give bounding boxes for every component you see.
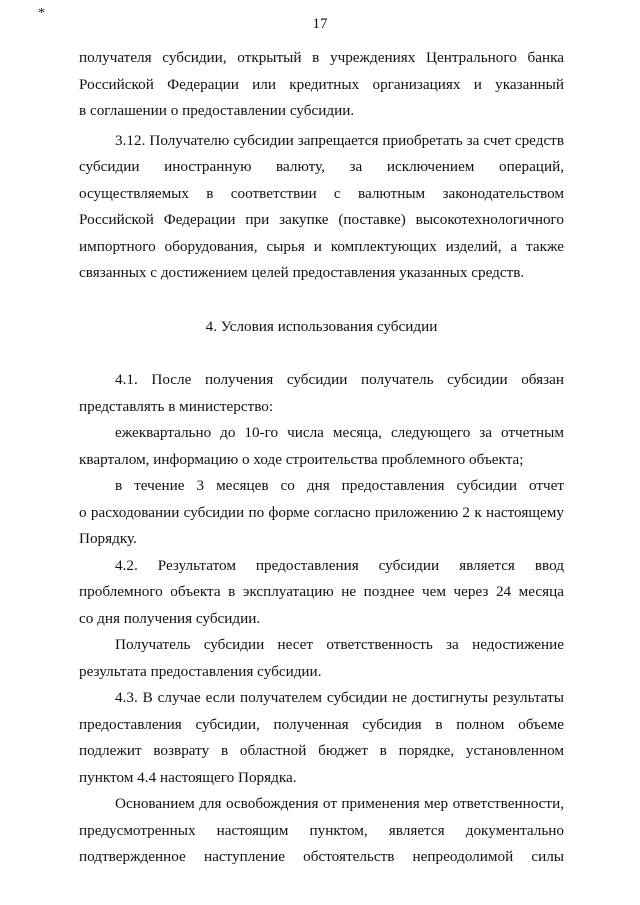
text-line: Российской Федерации или кредитных организациях и указанный (79, 75, 564, 93)
text-line: предусмотренных настоящим пунктом, является документально (79, 821, 564, 839)
paragraph-4-1 (79, 367, 564, 420)
text-line: Основанием для освобождения от применения мер ответственности, (115, 795, 564, 812)
text-line: ежеквартально до 10-го числа месяца, следующего за отчетным (115, 424, 564, 441)
text-line: импортного оборудования, сырья и комплектующих изделий, а также (79, 237, 564, 255)
page-number: 17 (312, 16, 328, 32)
text-line: результата предоставления субсидии. (79, 662, 322, 680)
paragraph-quarterly (79, 420, 564, 473)
text-line: пунктом 4.4 настоящего Порядка. (79, 768, 297, 786)
paragraph-report (79, 473, 564, 553)
text-line: осуществляемых в соответствии с валютным законодательством (79, 184, 564, 202)
text-line: в течение 3 месяцев со дня предоставления субсидии отчет (115, 477, 564, 494)
text-line: субсидии иностранную валюту, за исключением операций, (79, 158, 564, 175)
corner-mark: * (38, 6, 45, 21)
text-line: 4.1. После получения субсидии получатель субсидии обязан (115, 371, 564, 388)
text-line: Российской Федерации при закупке (поставке) высокотехнологичного (79, 211, 564, 228)
paragraph-4-3 (79, 685, 564, 791)
text-line: Получатель субсидии несет ответственность за недостижение (115, 636, 564, 653)
paragraph-continuation (79, 45, 564, 125)
text-line: подтвержденное наступление обстоятельств непреодолимой силы (79, 848, 564, 865)
text-line: о расходовании субсидии по форме согласно приложению 2 к настоящему (79, 503, 564, 521)
paragraph-3-12 (79, 128, 564, 287)
text-line: проблемного объекта в эксплуатацию не позднее чем через 24 месяца (79, 583, 564, 600)
text-line: 4.2. Результатом предоставления субсидии является ввод (115, 556, 564, 574)
text-line: представлять в министерство: (79, 397, 274, 415)
section-heading: 4. Условия использования субсидии (205, 317, 438, 335)
text-line: предоставления субсидии, полученная субсидия в полном объеме (79, 715, 564, 733)
text-line: Порядку. (79, 530, 137, 547)
text-line: 4.3. В случае если получателем субсидии не достигнуты результаты (115, 689, 564, 706)
document-body (79, 45, 564, 871)
text-line: связанных с достижением целей предоставления указанных средств. (79, 264, 525, 281)
text-line: в соглашении о предоставлении субсидии. (79, 102, 355, 119)
paragraph-grounds (79, 791, 564, 871)
text-line: 3.12. Получателю субсидии запрещается приобретать за счет средств (115, 131, 564, 149)
text-line: кварталом, информацию о ходе строительства проблемного объекта; (79, 450, 524, 468)
paragraph-4-2 (79, 553, 564, 633)
text-line: подлежит возврату в областной бюджет в порядке, установленном (79, 742, 564, 759)
paragraph-responsibility (79, 632, 564, 685)
text-line: получателя субсидии, открытый в учреждениях Центрального банка (79, 49, 564, 66)
text-line: со дня получения субсидии. (79, 609, 261, 627)
